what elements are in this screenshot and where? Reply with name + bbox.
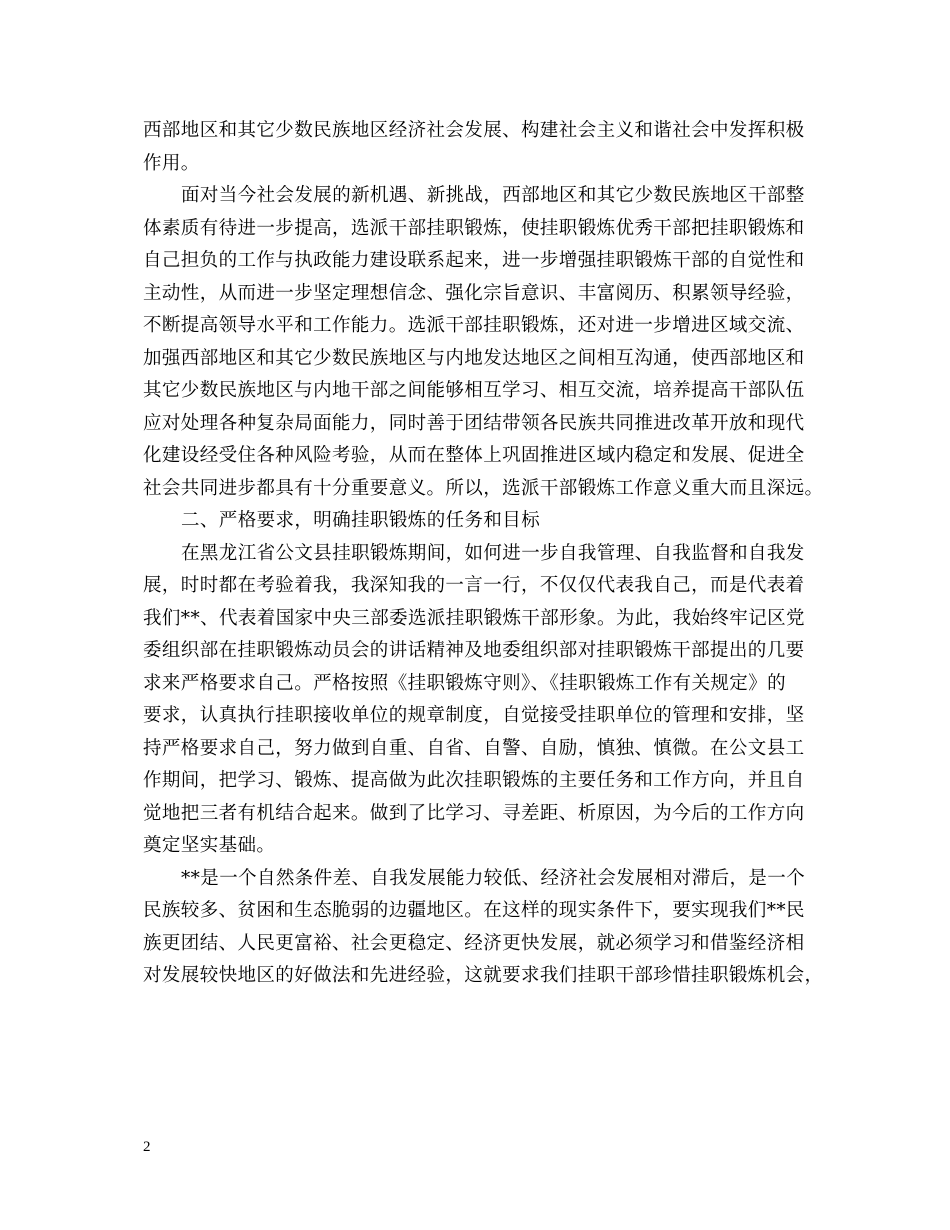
text-line: 其它少数民族地区与内地干部之间能够相互学习、相互交流，培养提高干部队伍 <box>143 380 805 401</box>
text-line: 自己担负的工作与执政能力建设联系起来，进一步增强挂职锻炼干部的自觉性和 <box>143 250 805 271</box>
text-line: 民族较多、贫困和生态脆弱的边疆地区。在这样的现实条件下，要实现我们**民 <box>143 900 805 921</box>
paragraph-first-line: 面对当今社会发展的新机遇、新挑战，西部地区和其它少数民族地区干部整 <box>181 185 805 206</box>
text-line: 作期间，把学习、锻炼、提高做为此次挂职锻炼的主要任务和工作方向，并且自 <box>143 770 805 791</box>
text-line: 委组织部在挂职锻炼动员会的讲话精神及地委组织部对挂职锻炼干部提出的几要 <box>143 640 805 661</box>
text-line: 加强西部地区和其它少数民族地区与内地发达地区之间相互沟通，使西部地区和 <box>143 347 805 369</box>
text-line: 我们**、代表着国家中央三部委选派挂职锻炼干部形象。为此，我始终牢记区党 <box>143 607 805 629</box>
paragraph-first-line: **是一个自然条件差、自我发展能力较低、经济社会发展相对滞后，是一个 <box>181 867 806 889</box>
text-line: 作用。 <box>143 152 200 174</box>
text-line: 对发展较快地区的好做法和先进经验，这就要求我们挂职干部珍惜挂职锻炼机会， <box>143 965 824 986</box>
text-line: 主动性，从而进一步坚定理想信念、强化宗旨意识、丰富阅历、积累领导经验， <box>143 282 805 304</box>
section-heading: 二、严格要求，明确挂职锻炼的任务和目标 <box>181 510 541 531</box>
text-line: 觉地把三者有机结合起来。做到了比学习、寻差距、析原因，为今后的工作方向 <box>143 802 805 824</box>
text-line: 体素质有待进一步提高，选派干部挂职锻炼，使挂职锻炼优秀干部把挂职锻炼和 <box>143 217 805 239</box>
text-line: 求来严格要求自己。严格按照《挂职锻炼守则》、《挂职锻炼工作有关规定》的 <box>143 672 787 694</box>
text-line: 展，时时都在考验着我，我深知我的一言一行，不仅仅代表我自己，而是代表着 <box>143 575 805 596</box>
text-line: 持严格要求自己，努力做到自重、自省、自警、自励，慎独、慎微。在公文县工 <box>143 737 805 759</box>
text-line: 社会共同进步都具有十分重要意义。所以，选派干部锻炼工作意义重大而且深远。 <box>143 477 824 499</box>
paragraph-first-line: 在黑龙江省公文县挂职锻炼期间，如何进一步自我管理、自我监督和自我发 <box>181 542 805 564</box>
text-line: 应对处理各种复杂局面能力，同时善于团结带领各民族共同推进改革开放和现代 <box>143 412 805 434</box>
page-number: 2 <box>143 1139 151 1155</box>
body-text <box>143 115 823 993</box>
text-line: 不断提高领导水平和工作能力。选派干部挂职锻炼，还对进一步增进区域交流、 <box>143 315 805 336</box>
text-line: 西部地区和其它少数民族地区经济社会发展、构建社会主义和谐社会中发挥积极 <box>143 120 805 141</box>
text-line: 奠定坚实基础。 <box>143 835 276 856</box>
text-line: 要求，认真执行挂职接收单位的规章制度，自觉接受挂职单位的管理和安排，坚 <box>143 705 805 726</box>
text-line: 族更团结、人民更富裕、社会更稳定、经济更快发展，就必须学习和借鉴经济相 <box>143 932 805 954</box>
text-line: 化建设经受住各种风险考验，从而在整体上巩固推进区域内稳定和发展、促进全 <box>143 445 805 466</box>
